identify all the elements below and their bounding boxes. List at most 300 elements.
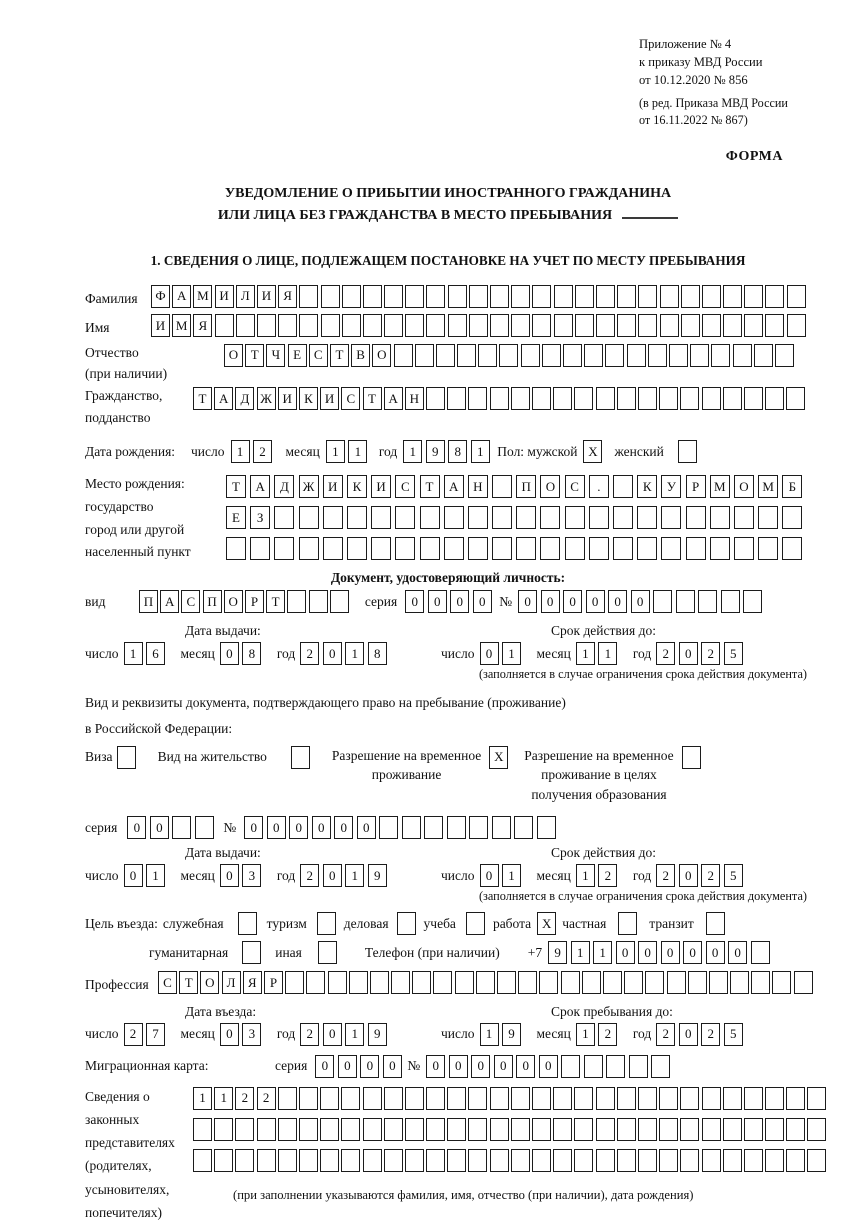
char-cell[interactable] [405, 314, 424, 337]
char-cell[interactable] [807, 1149, 826, 1172]
char-cell[interactable] [195, 816, 214, 839]
purpose-humanitarian-checkbox[interactable] [242, 941, 261, 964]
char-cell[interactable]: 2 [253, 440, 272, 463]
char-cell[interactable]: 0 [323, 642, 342, 665]
char-cell[interactable] [723, 1149, 742, 1172]
char-cell[interactable] [660, 285, 679, 308]
char-cell[interactable] [617, 1149, 636, 1172]
residence-issue-day[interactable] [124, 864, 169, 887]
char-cell[interactable] [468, 537, 488, 560]
char-cell[interactable] [575, 285, 594, 308]
purpose-private-checkbox[interactable] [618, 912, 637, 935]
char-cell[interactable] [561, 971, 580, 994]
char-cell[interactable] [617, 285, 636, 308]
char-cell[interactable] [574, 1149, 593, 1172]
char-cell[interactable]: 0 [220, 642, 239, 665]
char-cell[interactable] [723, 285, 742, 308]
char-cell[interactable]: 1 [576, 642, 595, 665]
char-cell[interactable]: 0 [563, 590, 582, 613]
char-cell[interactable] [540, 506, 560, 529]
char-cell[interactable] [492, 475, 512, 498]
char-cell[interactable]: 1 [576, 864, 595, 887]
char-cell[interactable]: 0 [449, 1055, 468, 1078]
char-cell[interactable]: 0 [471, 1055, 490, 1078]
char-cell[interactable] [323, 537, 343, 560]
char-cell[interactable]: 1 [345, 642, 364, 665]
char-cell[interactable]: 1 [231, 440, 250, 463]
char-cell[interactable] [709, 971, 728, 994]
char-cell[interactable]: У [661, 475, 681, 498]
char-cell[interactable] [532, 285, 551, 308]
char-cell[interactable] [342, 285, 361, 308]
residence-valid-day[interactable] [480, 864, 525, 887]
temp-permit-checkbox[interactable]: X [489, 746, 508, 769]
char-cell[interactable]: И [215, 285, 234, 308]
char-cell[interactable] [420, 537, 440, 560]
char-cell[interactable]: И [371, 475, 391, 498]
char-cell[interactable] [320, 1149, 339, 1172]
char-cell[interactable] [680, 1118, 699, 1141]
char-cell[interactable]: 0 [150, 816, 169, 839]
char-cell[interactable]: А [444, 475, 464, 498]
char-cell[interactable] [478, 344, 497, 367]
char-cell[interactable]: 0 [586, 590, 605, 613]
char-cell[interactable] [516, 537, 536, 560]
char-cell[interactable] [468, 387, 487, 410]
char-cell[interactable] [554, 285, 573, 308]
char-cell[interactable] [659, 1118, 678, 1141]
char-cell[interactable] [617, 1087, 636, 1110]
char-cell[interactable]: 1 [124, 642, 143, 665]
char-cell[interactable]: 0 [323, 864, 342, 887]
char-cell[interactable]: И [320, 387, 339, 410]
char-cell[interactable]: Я [243, 971, 262, 994]
char-cell[interactable] [342, 314, 361, 337]
char-cell[interactable] [287, 590, 306, 613]
char-cell[interactable]: 0 [360, 1055, 379, 1078]
char-cell[interactable]: М [758, 475, 778, 498]
stay-year[interactable] [656, 1023, 746, 1046]
char-cell[interactable]: 0 [631, 590, 650, 613]
char-cell[interactable]: 0 [516, 1055, 535, 1078]
char-cell[interactable]: 0 [683, 941, 702, 964]
char-cell[interactable] [347, 506, 367, 529]
char-cell[interactable] [532, 1087, 551, 1110]
char-cell[interactable] [274, 506, 294, 529]
purpose-work-checkbox[interactable]: X [537, 912, 556, 935]
char-cell[interactable]: 2 [300, 642, 319, 665]
char-cell[interactable] [320, 1087, 339, 1110]
doc-valid-month[interactable] [576, 642, 621, 665]
char-cell[interactable] [328, 971, 347, 994]
purpose-business-checkbox[interactable] [397, 912, 416, 935]
char-cell[interactable] [554, 314, 573, 337]
char-cell[interactable] [363, 1087, 382, 1110]
char-cell[interactable] [765, 1087, 784, 1110]
doc-issue-day[interactable] [124, 642, 169, 665]
char-cell[interactable] [661, 506, 681, 529]
visa-checkbox[interactable] [117, 746, 136, 769]
char-cell[interactable] [511, 285, 530, 308]
char-cell[interactable]: 1 [326, 440, 345, 463]
char-cell[interactable] [299, 1149, 318, 1172]
char-cell[interactable] [433, 971, 452, 994]
char-cell[interactable] [321, 314, 340, 337]
char-cell[interactable]: 0 [638, 941, 657, 964]
char-cell[interactable] [426, 1149, 445, 1172]
char-cell[interactable]: 0 [480, 642, 499, 665]
char-cell[interactable] [765, 1149, 784, 1172]
char-cell[interactable] [574, 387, 593, 410]
entry-day[interactable] [124, 1023, 169, 1046]
char-cell[interactable] [274, 537, 294, 560]
char-cell[interactable]: 2 [300, 864, 319, 887]
char-cell[interactable]: П [203, 590, 222, 613]
char-cell[interactable]: Т [363, 387, 382, 410]
char-cell[interactable] [702, 285, 721, 308]
char-cell[interactable] [341, 1149, 360, 1172]
char-cell[interactable] [617, 1118, 636, 1141]
char-cell[interactable] [492, 537, 512, 560]
char-cell[interactable]: С [395, 475, 415, 498]
char-cell[interactable]: Т [179, 971, 198, 994]
char-cell[interactable] [563, 344, 582, 367]
purpose-transit-checkbox[interactable] [706, 912, 725, 935]
char-cell[interactable] [285, 971, 304, 994]
char-cell[interactable] [589, 537, 609, 560]
char-cell[interactable] [518, 971, 537, 994]
char-cell[interactable]: 0 [124, 864, 143, 887]
surname-cells[interactable] [151, 285, 808, 308]
char-cell[interactable] [582, 971, 601, 994]
char-cell[interactable]: Д [235, 387, 254, 410]
char-cell[interactable] [676, 590, 695, 613]
char-cell[interactable] [537, 816, 556, 839]
char-cell[interactable] [426, 285, 445, 308]
char-cell[interactable]: 1 [471, 440, 490, 463]
char-cell[interactable] [782, 537, 802, 560]
char-cell[interactable]: 1 [502, 864, 521, 887]
char-cell[interactable] [688, 971, 707, 994]
char-cell[interactable]: 0 [426, 1055, 445, 1078]
char-cell[interactable] [751, 971, 770, 994]
char-cell[interactable]: 1 [571, 941, 590, 964]
char-cell[interactable] [787, 285, 806, 308]
char-cell[interactable]: К [347, 475, 367, 498]
char-cell[interactable]: О [540, 475, 560, 498]
char-cell[interactable] [702, 1118, 721, 1141]
char-cell[interactable] [723, 1118, 742, 1141]
char-cell[interactable] [638, 314, 657, 337]
char-cell[interactable] [659, 1149, 678, 1172]
char-cell[interactable] [349, 971, 368, 994]
char-cell[interactable]: Я [278, 285, 297, 308]
char-cell[interactable]: Н [468, 475, 488, 498]
char-cell[interactable] [723, 387, 742, 410]
char-cell[interactable] [540, 537, 560, 560]
char-cell[interactable]: О [734, 475, 754, 498]
char-cell[interactable]: 1 [598, 642, 617, 665]
char-cell[interactable] [490, 387, 509, 410]
char-cell[interactable] [638, 387, 657, 410]
representatives-row3[interactable] [193, 1149, 829, 1172]
char-cell[interactable] [613, 506, 633, 529]
char-cell[interactable]: 0 [334, 816, 353, 839]
char-cell[interactable] [758, 537, 778, 560]
char-cell[interactable] [511, 1087, 530, 1110]
char-cell[interactable] [561, 1055, 580, 1078]
char-cell[interactable]: Р [264, 971, 283, 994]
char-cell[interactable]: Т [266, 590, 285, 613]
char-cell[interactable] [744, 314, 763, 337]
char-cell[interactable] [743, 590, 762, 613]
char-cell[interactable]: 0 [539, 1055, 558, 1078]
char-cell[interactable]: Н [405, 387, 424, 410]
char-cell[interactable] [214, 1149, 233, 1172]
char-cell[interactable]: 7 [146, 1023, 165, 1046]
char-cell[interactable] [309, 590, 328, 613]
char-cell[interactable]: 2 [598, 864, 617, 887]
char-cell[interactable] [734, 506, 754, 529]
char-cell[interactable] [468, 1087, 487, 1110]
char-cell[interactable]: 2 [300, 1023, 319, 1046]
char-cell[interactable]: 0 [312, 816, 331, 839]
char-cell[interactable] [574, 1118, 593, 1141]
char-cell[interactable] [384, 285, 403, 308]
char-cell[interactable]: 0 [220, 1023, 239, 1046]
char-cell[interactable] [754, 344, 773, 367]
char-cell[interactable]: 0 [315, 1055, 334, 1078]
doc-number-cells[interactable] [518, 590, 766, 613]
char-cell[interactable] [468, 506, 488, 529]
char-cell[interactable] [426, 1087, 445, 1110]
char-cell[interactable]: Р [245, 590, 264, 613]
char-cell[interactable]: 8 [368, 642, 387, 665]
char-cell[interactable]: 0 [679, 1023, 698, 1046]
char-cell[interactable]: 5 [724, 642, 743, 665]
char-cell[interactable]: 1 [345, 1023, 364, 1046]
char-cell[interactable] [468, 1149, 487, 1172]
char-cell[interactable]: С [565, 475, 585, 498]
char-cell[interactable] [447, 1149, 466, 1172]
char-cell[interactable] [765, 1118, 784, 1141]
char-cell[interactable] [786, 1087, 805, 1110]
birth-place-row1[interactable] [226, 475, 807, 498]
char-cell[interactable]: Я [193, 314, 212, 337]
char-cell[interactable]: 2 [656, 864, 675, 887]
char-cell[interactable] [235, 1118, 254, 1141]
residence-valid-year[interactable] [656, 864, 746, 887]
char-cell[interactable] [702, 387, 721, 410]
char-cell[interactable] [469, 314, 488, 337]
char-cell[interactable]: А [172, 285, 191, 308]
char-cell[interactable]: 0 [383, 1055, 402, 1078]
char-cell[interactable] [733, 344, 752, 367]
char-cell[interactable]: 0 [480, 864, 499, 887]
char-cell[interactable]: 3 [242, 1023, 261, 1046]
char-cell[interactable] [330, 590, 349, 613]
char-cell[interactable] [710, 537, 730, 560]
char-cell[interactable]: 2 [701, 864, 720, 887]
char-cell[interactable]: Е [226, 506, 246, 529]
char-cell[interactable]: 0 [450, 590, 469, 613]
char-cell[interactable]: 1 [146, 864, 165, 887]
char-cell[interactable] [624, 971, 643, 994]
char-cell[interactable] [235, 1149, 254, 1172]
char-cell[interactable] [653, 590, 672, 613]
char-cell[interactable] [371, 537, 391, 560]
char-cell[interactable] [584, 344, 603, 367]
char-cell[interactable] [447, 816, 466, 839]
char-cell[interactable] [686, 506, 706, 529]
char-cell[interactable]: И [278, 387, 297, 410]
char-cell[interactable]: С [309, 344, 328, 367]
residence-valid-month[interactable] [576, 864, 621, 887]
char-cell[interactable]: 1 [593, 941, 612, 964]
char-cell[interactable]: 1 [193, 1087, 212, 1110]
char-cell[interactable] [786, 387, 805, 410]
char-cell[interactable] [786, 1149, 805, 1172]
char-cell[interactable] [734, 537, 754, 560]
char-cell[interactable] [596, 1149, 615, 1172]
char-cell[interactable] [638, 1149, 657, 1172]
char-cell[interactable] [257, 314, 276, 337]
char-cell[interactable]: Т [420, 475, 440, 498]
edu-permit-checkbox[interactable] [682, 746, 701, 769]
char-cell[interactable]: 0 [127, 816, 146, 839]
char-cell[interactable]: Р [686, 475, 706, 498]
char-cell[interactable]: 0 [323, 1023, 342, 1046]
char-cell[interactable] [444, 506, 464, 529]
char-cell[interactable] [363, 285, 382, 308]
char-cell[interactable]: Т [245, 344, 264, 367]
migration-number-cells[interactable] [426, 1055, 674, 1078]
char-cell[interactable]: 0 [728, 941, 747, 964]
char-cell[interactable]: 2 [656, 1023, 675, 1046]
char-cell[interactable] [553, 1149, 572, 1172]
char-cell[interactable] [765, 314, 784, 337]
char-cell[interactable]: 0 [357, 816, 376, 839]
char-cell[interactable] [457, 344, 476, 367]
char-cell[interactable] [702, 1149, 721, 1172]
residence-series-cells[interactable] [127, 816, 217, 839]
entry-month[interactable] [220, 1023, 265, 1046]
char-cell[interactable] [680, 1149, 699, 1172]
char-cell[interactable]: Ж [257, 387, 276, 410]
char-cell[interactable] [782, 506, 802, 529]
char-cell[interactable] [744, 285, 763, 308]
char-cell[interactable]: М [193, 285, 212, 308]
char-cell[interactable] [469, 816, 488, 839]
char-cell[interactable] [341, 1087, 360, 1110]
char-cell[interactable]: Ж [299, 475, 319, 498]
birth-place-row2[interactable] [226, 506, 807, 529]
char-cell[interactable] [490, 1087, 509, 1110]
char-cell[interactable]: 1 [345, 864, 364, 887]
doc-series-cells[interactable] [405, 590, 495, 613]
char-cell[interactable]: 1 [576, 1023, 595, 1046]
char-cell[interactable] [765, 387, 784, 410]
char-cell[interactable] [490, 314, 509, 337]
stay-month[interactable] [576, 1023, 621, 1046]
gender-female-checkbox[interactable] [678, 440, 697, 463]
char-cell[interactable]: 8 [448, 440, 467, 463]
char-cell[interactable] [638, 1118, 657, 1141]
char-cell[interactable]: 0 [541, 590, 560, 613]
char-cell[interactable]: 0 [338, 1055, 357, 1078]
char-cell[interactable]: 2 [656, 642, 675, 665]
char-cell[interactable] [363, 314, 382, 337]
phone-cells[interactable] [548, 941, 773, 964]
char-cell[interactable] [402, 816, 421, 839]
char-cell[interactable] [384, 1149, 403, 1172]
char-cell[interactable]: 0 [706, 941, 725, 964]
char-cell[interactable] [394, 344, 413, 367]
char-cell[interactable] [426, 1118, 445, 1141]
char-cell[interactable]: А [250, 475, 270, 498]
char-cell[interactable] [744, 387, 763, 410]
char-cell[interactable]: Ч [266, 344, 285, 367]
birth-year-cells[interactable] [403, 440, 493, 463]
char-cell[interactable] [426, 387, 445, 410]
char-cell[interactable] [775, 344, 794, 367]
char-cell[interactable]: Е [288, 344, 307, 367]
char-cell[interactable] [772, 971, 791, 994]
char-cell[interactable] [589, 506, 609, 529]
char-cell[interactable] [702, 314, 721, 337]
char-cell[interactable] [680, 387, 699, 410]
char-cell[interactable] [370, 971, 389, 994]
char-cell[interactable] [516, 506, 536, 529]
char-cell[interactable] [172, 816, 191, 839]
char-cell[interactable] [447, 1087, 466, 1110]
char-cell[interactable] [384, 1087, 403, 1110]
char-cell[interactable] [758, 506, 778, 529]
char-cell[interactable] [744, 1118, 763, 1141]
char-cell[interactable] [511, 1149, 530, 1172]
char-cell[interactable]: О [224, 590, 243, 613]
char-cell[interactable] [723, 314, 742, 337]
char-cell[interactable]: 0 [608, 590, 627, 613]
char-cell[interactable] [606, 1055, 625, 1078]
char-cell[interactable] [794, 971, 813, 994]
char-cell[interactable]: П [516, 475, 536, 498]
char-cell[interactable]: О [372, 344, 391, 367]
char-cell[interactable]: Д [274, 475, 294, 498]
char-cell[interactable]: 0 [220, 864, 239, 887]
char-cell[interactable]: О [200, 971, 219, 994]
char-cell[interactable]: 3 [242, 864, 261, 887]
char-cell[interactable] [341, 1118, 360, 1141]
char-cell[interactable]: П [139, 590, 158, 613]
char-cell[interactable]: М [710, 475, 730, 498]
char-cell[interactable]: А [214, 387, 233, 410]
char-cell[interactable] [807, 1087, 826, 1110]
citizenship-cells[interactable] [193, 387, 807, 410]
char-cell[interactable] [698, 590, 717, 613]
char-cell[interactable] [424, 816, 443, 839]
char-cell[interactable] [565, 506, 585, 529]
char-cell[interactable] [299, 1118, 318, 1141]
char-cell[interactable]: 5 [724, 1023, 743, 1046]
char-cell[interactable] [667, 971, 686, 994]
char-cell[interactable] [744, 1149, 763, 1172]
char-cell[interactable]: И [151, 314, 170, 337]
char-cell[interactable]: М [172, 314, 191, 337]
char-cell[interactable] [532, 1149, 551, 1172]
char-cell[interactable] [532, 1118, 551, 1141]
char-cell[interactable]: 2 [124, 1023, 143, 1046]
